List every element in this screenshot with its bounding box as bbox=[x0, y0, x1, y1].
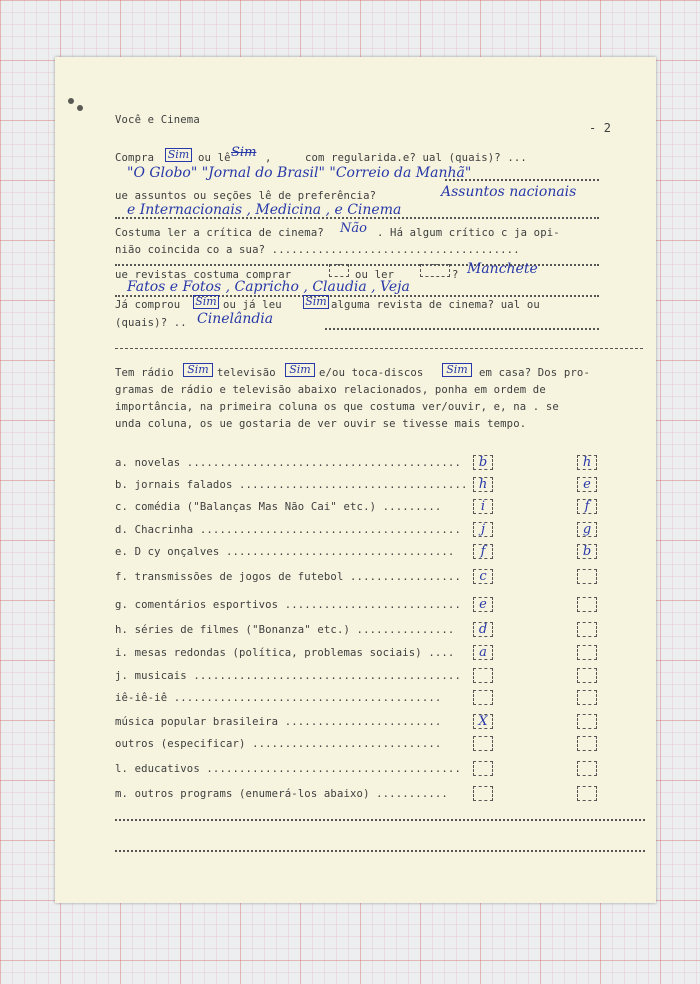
rank-box-wish[interactable]: h bbox=[577, 455, 597, 470]
q1-text: Compra bbox=[115, 152, 155, 164]
q1-subjects-answer: Assuntos nacionais bbox=[441, 184, 577, 200]
q1-newspapers-answer: "O Globo" "Jornal do Brasil" "Correio da Manhã" bbox=[127, 165, 472, 181]
q5-tv-box: Sim bbox=[285, 363, 315, 377]
rank-box-wish[interactable] bbox=[577, 736, 597, 751]
rank-box-wish[interactable] bbox=[577, 597, 597, 612]
q5-text: gramas de rádio e televisão abaixo relacionados, ponha em ordem de bbox=[115, 384, 546, 396]
q2-text: . Há algum crítico c ja opi- bbox=[377, 227, 560, 239]
rank-box-current[interactable] bbox=[473, 668, 493, 683]
q1-text: com regularida.e? ual (quais)? ... bbox=[305, 152, 527, 164]
q5-text: em casa? Dos pro- bbox=[479, 367, 590, 379]
rank-box-current[interactable]: j bbox=[473, 522, 493, 537]
dotted-line bbox=[325, 328, 599, 330]
q5-text: importância, na primeira coluna os que costuma ver/ouvir, e, na . se bbox=[115, 401, 559, 413]
rank-box-wish[interactable]: g bbox=[577, 522, 597, 537]
rank-box-current[interactable] bbox=[473, 690, 493, 705]
rank-box-wish[interactable] bbox=[577, 786, 597, 801]
q4-buy-box: Sim bbox=[193, 295, 219, 309]
rank-box-wish[interactable] bbox=[577, 761, 597, 776]
rank-box-current[interactable]: h bbox=[473, 477, 493, 492]
q3-answer: Manchete bbox=[467, 261, 538, 277]
q1-text: ou lê bbox=[198, 152, 231, 164]
rank-box-wish[interactable] bbox=[577, 622, 597, 637]
q1-buy-box: Sim bbox=[165, 148, 192, 162]
q3-text: ? bbox=[452, 269, 459, 281]
program-item-label: i. mesas redondas (política, problemas sociais) .... bbox=[115, 647, 455, 659]
q4-answer: Cinelândia bbox=[197, 311, 274, 327]
q2-answer: Não bbox=[340, 221, 367, 236]
program-item-label: d. Chacrinha ........................................ bbox=[115, 524, 461, 536]
q5-text: e/ou toca-discos bbox=[319, 367, 424, 379]
rank-box-current[interactable]: e bbox=[473, 597, 493, 612]
program-item-label: música popular brasileira ........................ bbox=[115, 716, 442, 728]
rank-box-current[interactable] bbox=[473, 736, 493, 751]
rank-box-wish[interactable] bbox=[577, 645, 597, 660]
q1-text: , bbox=[265, 152, 272, 164]
q3-text: ou ler bbox=[355, 269, 395, 281]
punch-hole bbox=[77, 105, 83, 111]
rank-box-current[interactable]: f bbox=[473, 544, 493, 559]
q5-text: unda coluna, os ue gostaria de ver ouvir se tivesse mais tempo. bbox=[115, 418, 527, 430]
program-item-label: a. novelas .......................................... bbox=[115, 457, 461, 469]
q4-text: (quais)? .. bbox=[115, 317, 187, 329]
q5-text: televisão bbox=[217, 367, 276, 379]
program-item-label: m. outros programs (enumerá-los abaixo) ........... bbox=[115, 788, 448, 800]
dotted-line bbox=[115, 850, 645, 852]
program-item-label: outros (especificar) ............................. bbox=[115, 738, 442, 750]
q1-read-answer: Sim bbox=[231, 145, 257, 160]
program-item-label: c. comédia ("Balanças Mas Não Cai" etc.) ......... bbox=[115, 501, 442, 513]
q4-text: alguma revista de cinema? ual ou bbox=[331, 299, 540, 311]
program-item-label: b. jornais falados ................................... bbox=[115, 479, 468, 491]
q5-radio-box: Sim bbox=[183, 363, 213, 377]
page-number: - 2 bbox=[589, 121, 612, 135]
q3-read-box[interactable] bbox=[420, 264, 450, 277]
q3-answer-cont: Fatos e Fotos , Capricho , Claudia , Veja bbox=[127, 279, 410, 295]
q2-text: Costuma ler a crítica de cinema? bbox=[115, 227, 324, 239]
q5-text: Tem rádio bbox=[115, 367, 174, 379]
rank-box-wish[interactable]: b bbox=[577, 544, 597, 559]
section-separator bbox=[115, 348, 643, 349]
q2-text: nião coincida co a sua? ...................................... bbox=[115, 244, 520, 256]
rank-box-wish[interactable]: e bbox=[577, 477, 597, 492]
rank-box-wish[interactable] bbox=[577, 690, 597, 705]
rank-box-current[interactable]: a bbox=[473, 645, 493, 660]
q4-read-box: Sim bbox=[303, 295, 329, 309]
rank-box-current[interactable]: X bbox=[473, 714, 493, 729]
program-item-label: g. comentários esportivos ........................... bbox=[115, 599, 461, 611]
rank-box-wish[interactable] bbox=[577, 714, 597, 729]
punch-hole bbox=[68, 98, 74, 104]
questionnaire-page bbox=[55, 57, 656, 903]
q5-record-box: Sim bbox=[442, 363, 472, 377]
rank-box-wish[interactable] bbox=[577, 668, 597, 683]
rank-box-current[interactable]: i bbox=[473, 499, 493, 514]
rank-box-current[interactable]: d bbox=[473, 622, 493, 637]
program-item-label: f. transmissões de jogos de futebol ................. bbox=[115, 571, 461, 583]
rank-box-current[interactable] bbox=[473, 786, 493, 801]
q3-buy-box[interactable] bbox=[329, 264, 349, 277]
program-item-label: h. séries de filmes ("Bonanza" etc.) ............... bbox=[115, 624, 455, 636]
rank-box-current[interactable] bbox=[473, 761, 493, 776]
dotted-line bbox=[115, 295, 599, 297]
rank-box-wish[interactable]: f bbox=[577, 499, 597, 514]
rank-box-wish[interactable] bbox=[577, 569, 597, 584]
q1-subjects-answer-cont: e Internacionais , Medicina , e Cinema bbox=[127, 202, 402, 218]
dotted-line bbox=[115, 819, 645, 821]
q4-text: Já comprou bbox=[115, 299, 181, 311]
dotted-line bbox=[445, 179, 599, 181]
program-item-label: e. D cy onçalves ................................... bbox=[115, 546, 455, 558]
program-item-label: l. educativos ....................................... bbox=[115, 763, 461, 775]
program-item-label: iê-iê-iê ......................................... bbox=[115, 692, 442, 704]
rank-box-current[interactable]: b bbox=[473, 455, 493, 470]
page-header-title: Você e Cinema bbox=[115, 114, 200, 126]
rank-box-current[interactable]: c bbox=[473, 569, 493, 584]
program-item-label: j. musicais ......................................... bbox=[115, 670, 461, 682]
q3-text: ue revistas costuma comprar bbox=[115, 269, 292, 281]
q4-text: ou já leu bbox=[223, 299, 282, 311]
q1-text: ue assuntos ou seções lê de preferência? bbox=[115, 190, 377, 202]
